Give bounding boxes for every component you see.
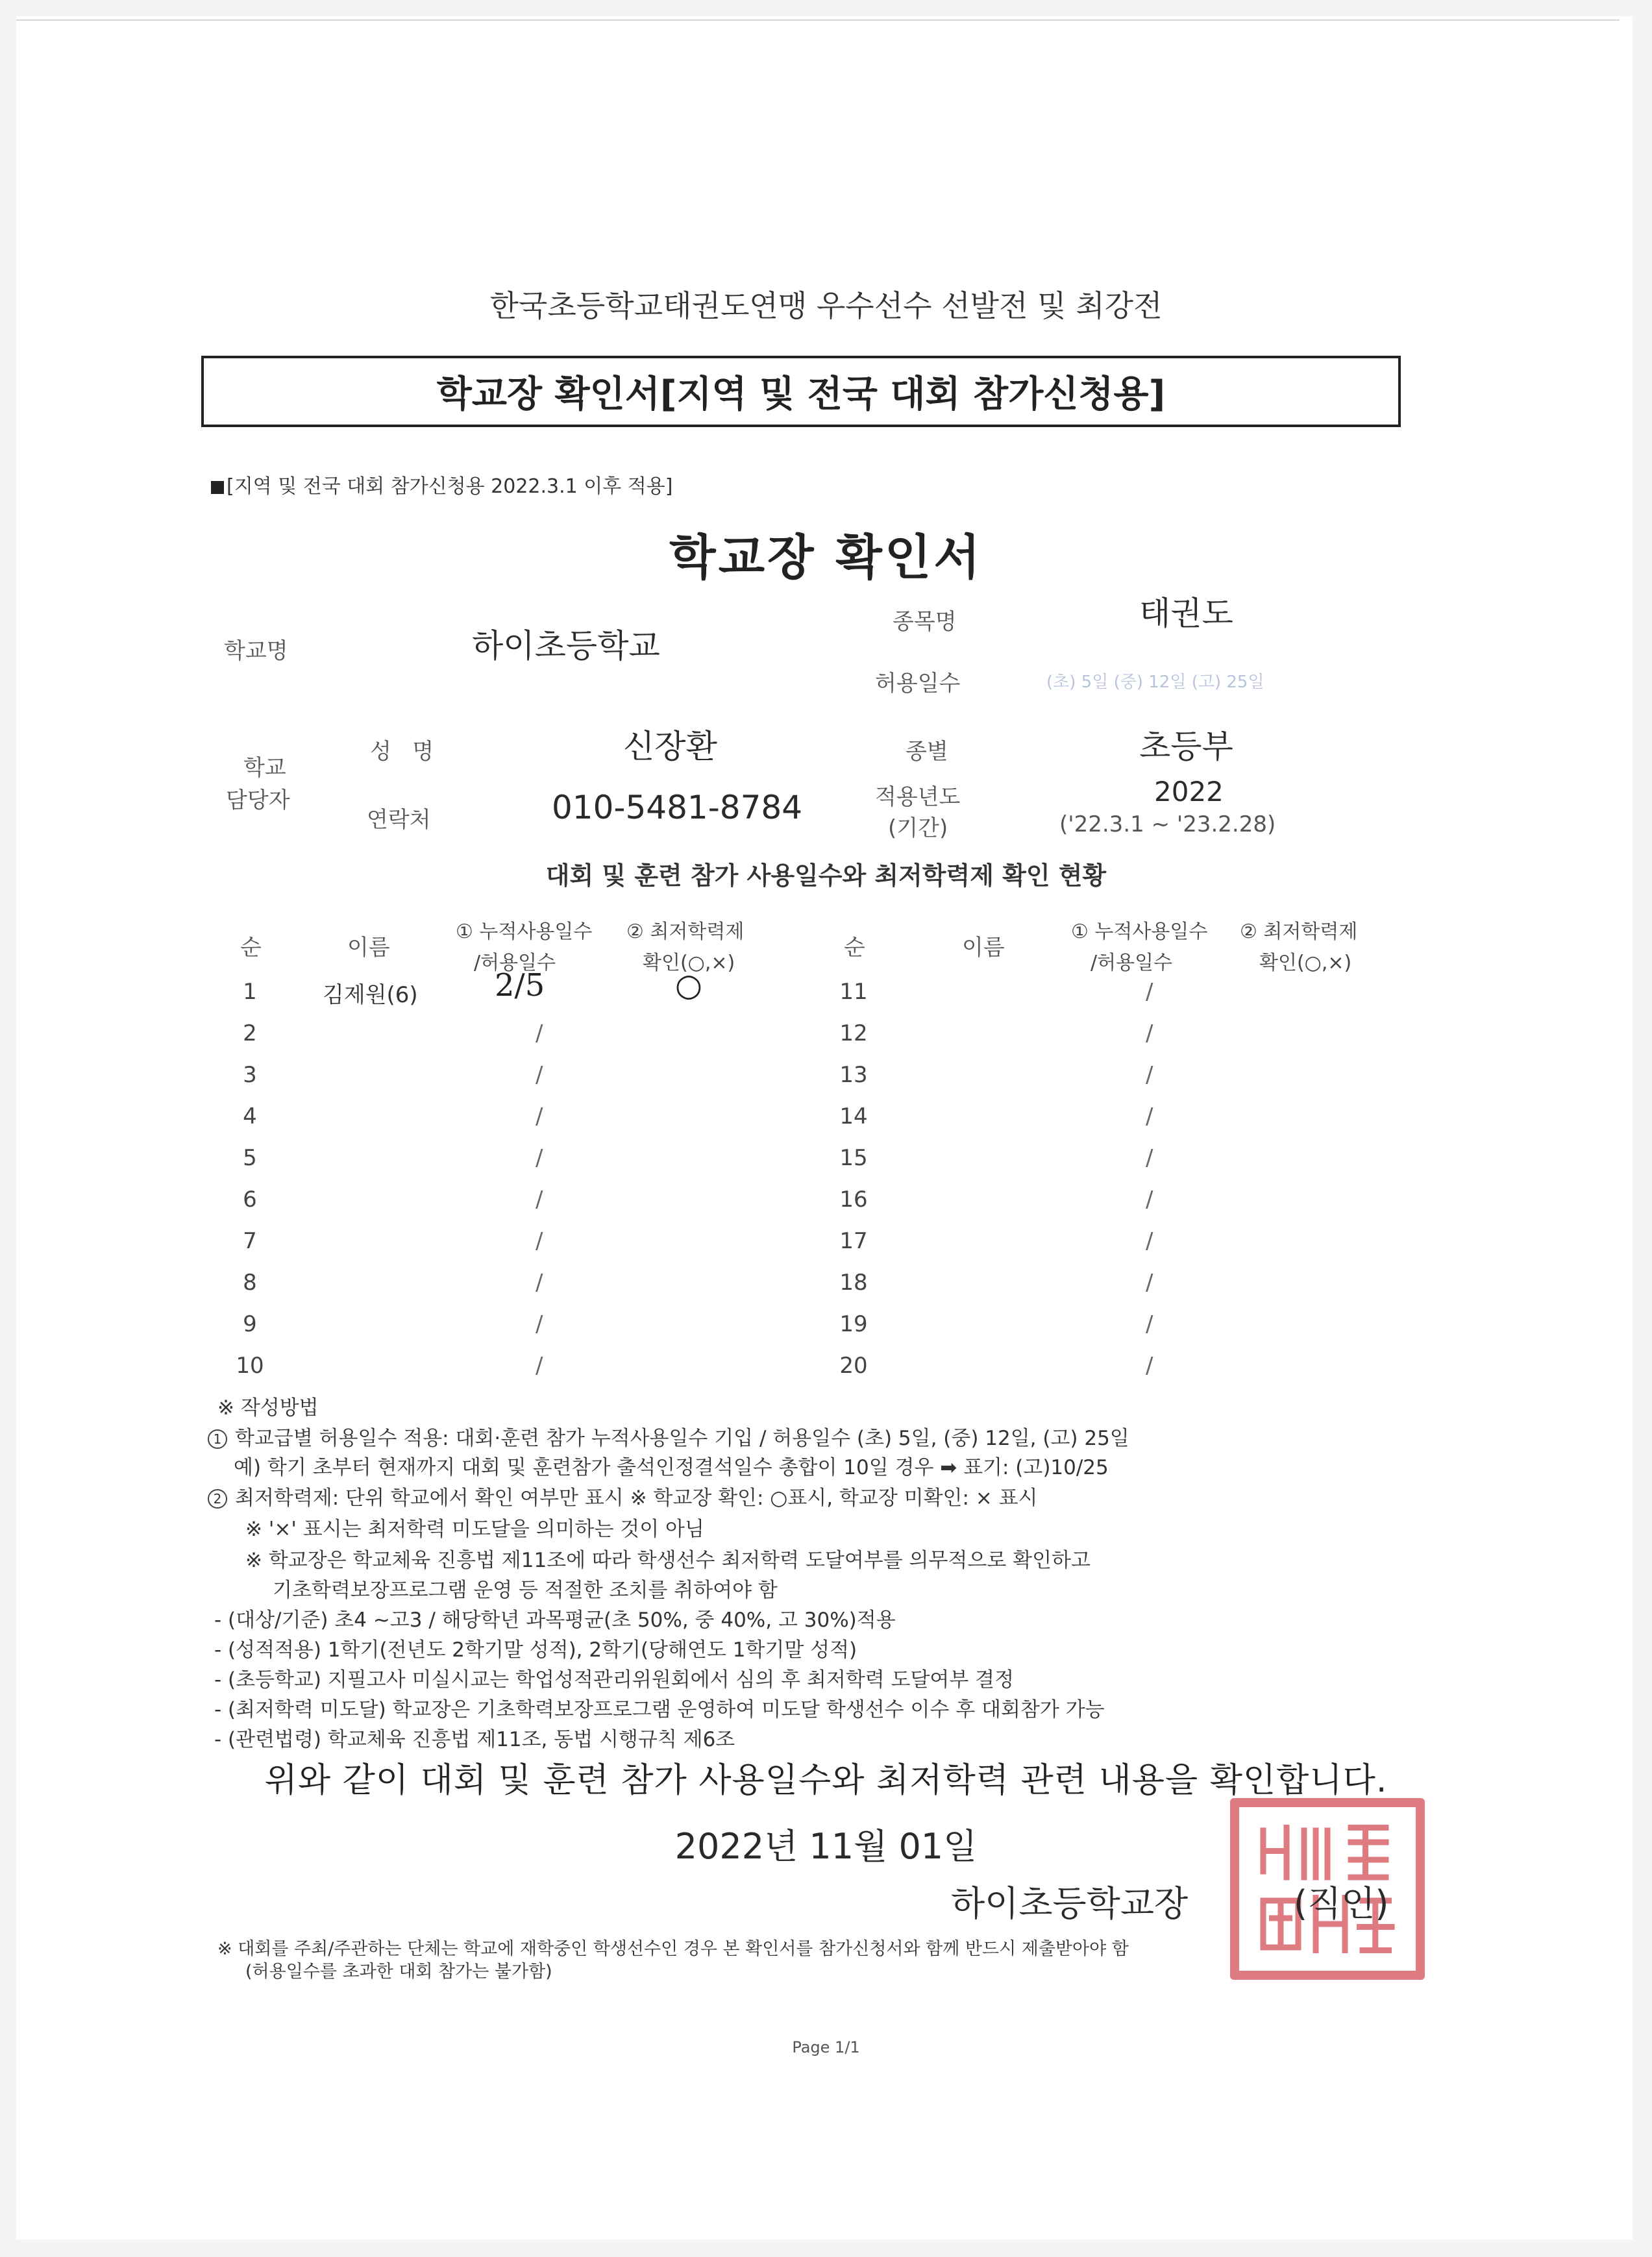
page-title: 학교장 확인서 — [669, 530, 983, 586]
slash: / — [1146, 1353, 1153, 1379]
confirmation-statement: 위와 같이 대회 및 훈련 참가 사용일수와 최저학력 관련 내용을 확인합니다. — [264, 1761, 1388, 1800]
row-number: 13 — [839, 1062, 868, 1088]
row-number: 15 — [839, 1145, 868, 1171]
school-label: 학교명 — [224, 638, 288, 664]
allowed-days-value: (초) 5일 (중) 12일 (고) 25일 — [1046, 672, 1264, 692]
slash: / — [536, 1353, 543, 1379]
method-item-1-example: 예) 학기 초부터 현재까지 대회 및 훈련참가 출석인정결석일수 총합이 10일 경우 ➡ 표기: (고)10/25 — [234, 1456, 1109, 1479]
contact-label: 연락처 — [367, 807, 431, 833]
event-label: 종목명 — [893, 609, 957, 635]
col-days-left-1: ① 누적사용일수 — [456, 920, 593, 943]
col-min-left-1: ② 최저학력제 — [626, 920, 745, 943]
method-item-2-text: 최저학력제: 단위 학교에서 확인 여부만 표시 ※ 학교장 확인: ○표시, 학교장 미확인: × 표시 — [235, 1486, 1038, 1510]
col-min-right-2: 확인(○,×) — [1259, 952, 1352, 974]
boxed-title: 학교장 확인서[지역 및 전국 대회 참가신청용] — [201, 356, 1401, 427]
col-name-right: 이름 — [962, 935, 1005, 961]
row-number: 8 — [243, 1270, 257, 1296]
applicability-note-text: [지역 및 전국 대회 참가신청용 2022.3.1 이후 적용] — [227, 475, 673, 498]
method-item-1 — [208, 1422, 1129, 1451]
col-days-left-2: /허용일수 — [474, 952, 556, 974]
col-days-right-2: /허용일수 — [1091, 952, 1173, 974]
footnote-2: (허용일수를 초과한 대회 참가는 불가함) — [245, 1962, 552, 1982]
method-bullet-5: - (관련법령) 학교체육 진흥법 제11조, 동법 시행규칙 제6조 — [214, 1728, 735, 1751]
manager-name-value: 신장환 — [623, 728, 717, 765]
slash: / — [1146, 1062, 1153, 1088]
row-number: 5 — [243, 1145, 257, 1171]
method-bullet-2: - (성적적용) 1학기(전년도 2학기말 성적), 2학기(당해연도 1학기말 성적) — [214, 1638, 857, 1662]
contact-value: 010-5481-8784 — [552, 789, 803, 826]
col-no-left: 순 — [240, 935, 262, 961]
slash: / — [1146, 1270, 1153, 1296]
slash: / — [1146, 979, 1153, 1005]
page-number: Page 1/1 — [792, 2038, 860, 2056]
row-number: 17 — [839, 1228, 868, 1254]
circled-number: 2 — [208, 1489, 227, 1509]
slash: / — [1146, 1020, 1153, 1046]
method-bullet-4: - (최저학력 미도달) 학교장은 기초학력보장프로그램 운영하여 미도달 학생선수 이수 후 대회참가 가능 — [214, 1698, 1105, 1721]
row-number: 11 — [839, 979, 868, 1005]
slash: / — [536, 1062, 543, 1088]
manager-label-2: 담당자 — [226, 787, 290, 813]
row-number: 19 — [839, 1311, 868, 1337]
col-min-left-2: 확인(○,×) — [643, 952, 735, 974]
square-bullet-icon — [211, 481, 224, 494]
col-days-right-1: ① 누적사용일수 — [1071, 920, 1208, 943]
row-number: 14 — [839, 1104, 868, 1129]
slash: / — [536, 1270, 543, 1296]
slash: / — [1146, 1311, 1153, 1337]
col-min-right-1: ② 최저학력제 — [1240, 920, 1358, 943]
slash: / — [536, 1145, 543, 1171]
col-no-right: 순 — [844, 935, 865, 961]
slash: / — [1146, 1228, 1153, 1254]
row-number: 12 — [839, 1020, 868, 1046]
year-label: 적용년도 — [875, 784, 961, 810]
min-academic-check: ○ — [675, 967, 702, 1004]
year-period-label: (기간) — [888, 815, 948, 841]
row-number: 9 — [243, 1311, 257, 1337]
row-number: 16 — [839, 1187, 868, 1213]
method-item-2-note-1: ※ '×' 표시는 최저학력 미도달을 의미하는 것이 아님 — [245, 1518, 704, 1541]
slash: / — [1146, 1104, 1153, 1129]
slash: / — [536, 1020, 543, 1046]
row-number: 10 — [236, 1353, 264, 1379]
division-label: 종별 — [906, 739, 948, 765]
table-title: 대회 및 훈련 참가 사용일수와 최저학력제 확인 현황 — [545, 861, 1107, 890]
applicability-note — [211, 470, 672, 499]
footnote-1: ※ 대회를 주최/주관하는 단체는 학교에 재학중인 학생선수인 경우 본 확인서를 참가신청서와 함께 반드시 제출받아야 함 — [217, 1939, 1129, 1959]
row-number: 3 — [243, 1062, 257, 1088]
principal-name: 하이초등학교장 — [951, 1883, 1189, 1924]
scan-edge — [16, 19, 1620, 21]
row-number: 18 — [839, 1270, 868, 1296]
row-number: 7 — [243, 1228, 257, 1254]
col-name-left: 이름 — [347, 935, 390, 961]
method-item-1-text: 학교급별 허용일수 적용: 대회·훈련 참가 누적사용일수 기입 / 허용일수 (초) 5일, (중) 12일, (고) 25일 — [235, 1427, 1129, 1450]
row-number: 2 — [243, 1020, 257, 1046]
allowed-days-label: 허용일수 — [875, 671, 961, 697]
slash: / — [1146, 1145, 1153, 1171]
student-name: 김제원(6) — [323, 982, 418, 1008]
method-bullet-3: - (초등학교) 지필고사 미실시교는 학업성적관리위원회에서 심의 후 최저학력 도달여부 결정 — [214, 1668, 1015, 1692]
method-heading: ※ 작성방법 — [217, 1396, 319, 1420]
row-number: 4 — [243, 1104, 257, 1129]
manager-label-1: 학교 — [243, 755, 286, 781]
circled-number: 1 — [208, 1429, 227, 1449]
row-number: 6 — [243, 1187, 257, 1213]
slash: / — [536, 1104, 543, 1129]
slash: / — [536, 1311, 543, 1337]
year-value: 2022 — [1154, 776, 1224, 808]
used-days-value: 2/5 — [495, 967, 545, 1004]
slash: / — [1146, 1187, 1153, 1213]
slash: / — [536, 1187, 543, 1213]
school-value: 하이초등학교 — [472, 627, 660, 665]
period-value: ('22.3.1 ~ '23.2.28) — [1059, 811, 1276, 837]
method-item-2 — [208, 1481, 1038, 1511]
method-bullet-1: - (대상/기준) 초4 ~고3 / 해당학년 과목평균(초 50%, 중 40%, 고 30%)적용 — [214, 1609, 896, 1632]
row-number: 1 — [243, 979, 257, 1005]
org-title: 한국초등학교태권도연맹 우수선수 선발전 및 최강전 — [489, 288, 1163, 323]
seal-mark-label: (직인) — [1294, 1883, 1389, 1924]
slash: / — [536, 1228, 543, 1254]
method-item-2-note-2: ※ 학교장은 학교체육 진흥법 제11조에 따라 학생선수 최저학력 도달여부를 의무적으로 확인하고 — [245, 1549, 1091, 1572]
row-number: 20 — [839, 1353, 868, 1379]
event-value: 태권도 — [1139, 595, 1233, 632]
division-value: 초등부 — [1139, 728, 1233, 765]
issue-date: 2022년 11월 01일 — [674, 1826, 978, 1867]
method-item-2-note-3: 기초학력보장프로그램 운영 등 적절한 조치를 취하여야 함 — [273, 1579, 778, 1602]
name-label: 성 명 — [370, 739, 434, 765]
